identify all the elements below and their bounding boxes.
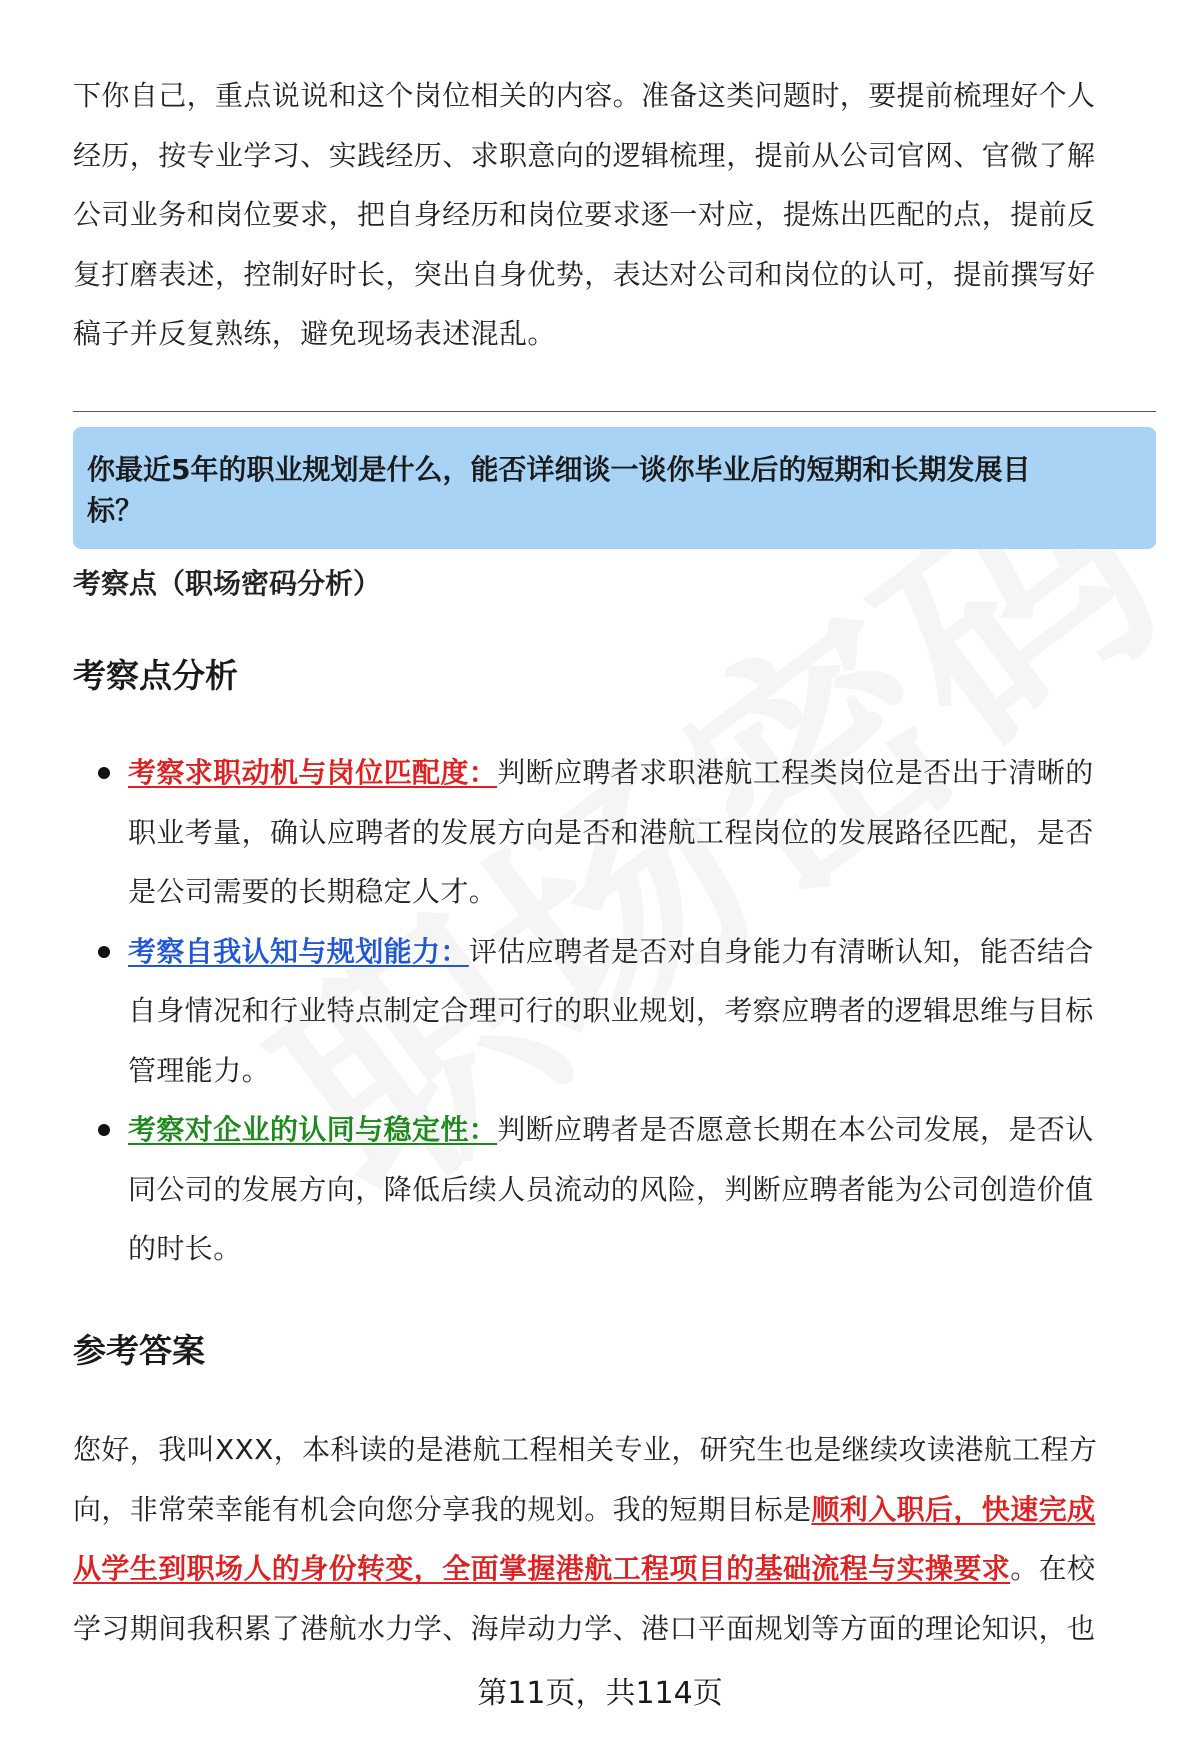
answer-line: 您好，我叫XXX，本科读的是港航工程相关专业，研究生也是继续攻读港航工程方 — [73, 1433, 1098, 1466]
list-item-line — [128, 922, 1155, 982]
list-item-line: 自身情况和行业特点制定合理可行的职业规划，考察应聘者的逻辑思维与目标 — [128, 994, 1094, 1027]
list-item-line — [128, 1100, 1155, 1160]
bullet-dot — [98, 767, 110, 779]
answer-heading: 参考答案 — [73, 1331, 205, 1370]
subheading: 考察点（职场密码分析） — [73, 567, 382, 600]
answer-text: 向，非常荣幸能有机会向您分享我的规划。我的短期目标是 — [73, 1492, 812, 1526]
list-item-line: 的时长。 — [128, 1232, 242, 1265]
answer-line: 学习期间我积累了港航水力学、海岸动力学、港口平面规划等方面的理论知识，也 — [73, 1611, 1096, 1645]
list-item — [73, 1100, 1155, 1279]
list-item-line: 是公司需要的长期稳定人才。 — [128, 875, 498, 908]
answer-paragraph — [73, 1420, 1155, 1658]
point-keyword: 考察自我认知与规划能力： — [128, 934, 469, 968]
intro-line: 稿子并反复熟练，避免现场表述混乱。 — [73, 317, 556, 350]
list-item-line: 同公司的发展方向，降低后续人员流动的风险，判断应聘者能为公司创造价值 — [128, 1172, 1094, 1206]
bullet-dot — [98, 1124, 110, 1136]
answer-highlight: 从学生到职场人的身份转变，全面掌握港航工程项目的基础流程与实操要求 — [73, 1552, 1011, 1585]
intro-line: 下你自己，重点说说和这个岗位相关的内容。准备这类问题时，要提前梳理好个人 — [73, 79, 1096, 112]
list-item — [73, 743, 1155, 922]
intro-line: 复打磨表述，控制好时长，突出自身优势，表达对公司和岗位的认可，提前撰写好 — [73, 257, 1096, 291]
list-item-line: 职业考量，确认应聘者的发展方向是否和港航工程岗位的发展路径匹配，是否 — [128, 815, 1094, 849]
intro-line: 经历，按专业学习、实践经历、求职意向的逻辑梳理，提前从公司官网、官微了解 — [73, 138, 1096, 172]
point-text: 判断应聘者是否愿意长期在本公司发展，是否认 — [497, 1113, 1094, 1146]
point-keyword: 考察对企业的认同与稳定性： — [128, 1113, 498, 1146]
answer-text: 。在校 — [1010, 1552, 1096, 1585]
analysis-list — [73, 743, 1155, 1279]
answer-highlight: 顺利入职后，快速完成 — [811, 1492, 1096, 1526]
point-keyword: 考察求职动机与岗位匹配度： — [128, 756, 498, 789]
intro-paragraph — [73, 66, 1155, 364]
point-text: 评估应聘者是否对自身能力有清晰认知，能否结合 — [468, 934, 1094, 968]
analysis-heading: 考察点分析 — [73, 656, 238, 695]
question-box — [73, 427, 1156, 549]
section-divider — [73, 411, 1156, 412]
list-item-line: 管理能力。 — [128, 1053, 271, 1087]
list-item-line — [128, 743, 1155, 803]
answer-line — [73, 1539, 1155, 1599]
list-item — [73, 922, 1155, 1101]
answer-line — [73, 1480, 1155, 1540]
question-line: 标？ — [87, 494, 144, 527]
page-number: 第11页，共114页 — [477, 1676, 723, 1711]
question-line: 你最近5年的职业规划是什么，能否详细谈一谈你毕业后的短期和长期发展目 — [87, 453, 1031, 486]
intro-line: 公司业务和岗位要求，把自身经历和岗位要求逐一对应，提炼出匹配的点，提前反 — [73, 198, 1096, 231]
bullet-dot — [98, 946, 110, 958]
point-text: 判断应聘者求职港航工程类岗位是否出于清晰的 — [497, 756, 1094, 789]
